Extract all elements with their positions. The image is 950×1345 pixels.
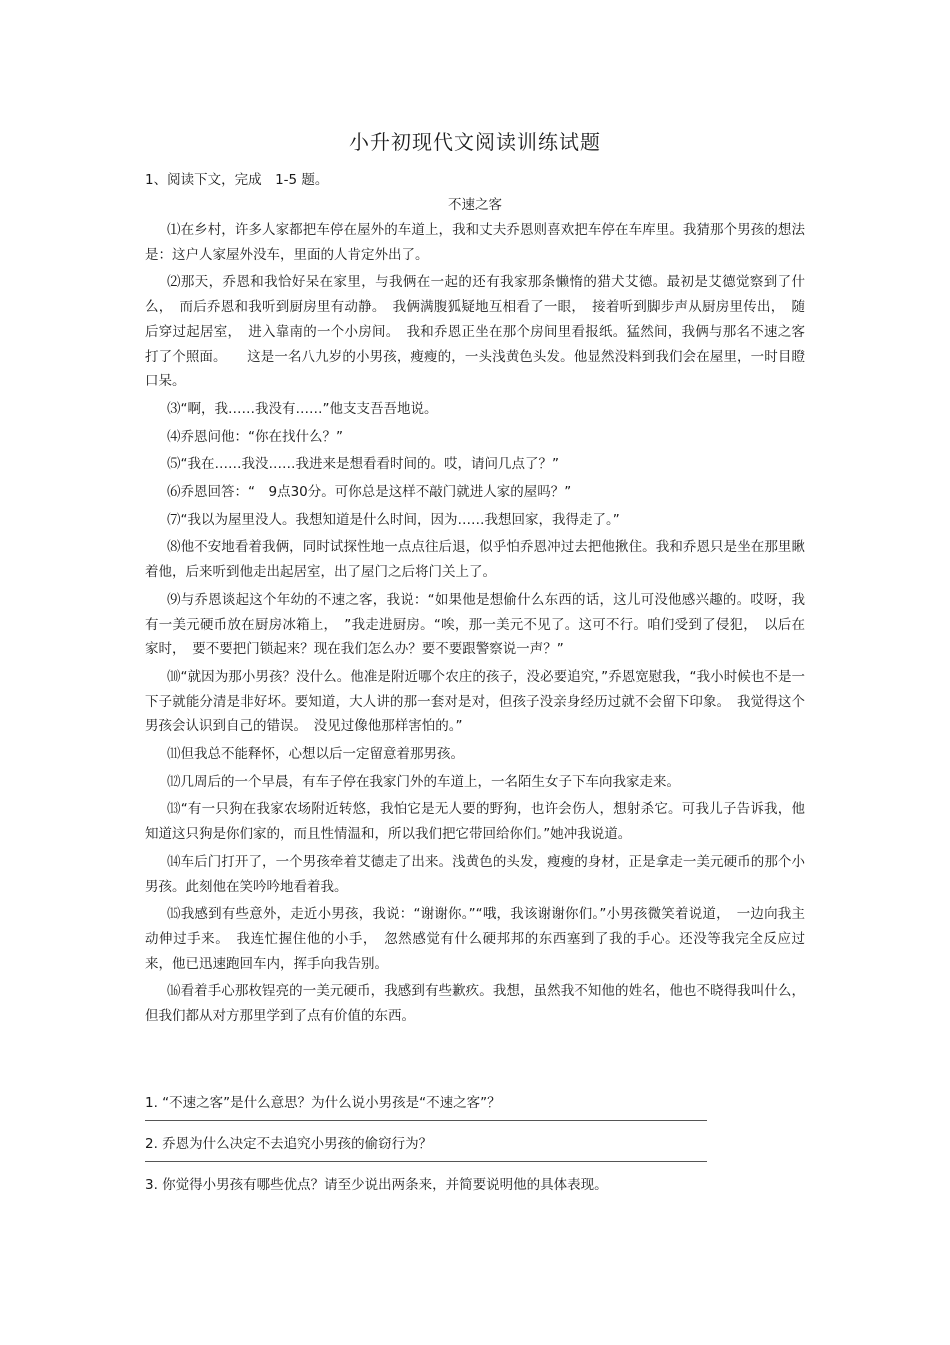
question-list: [145, 1092, 805, 1196]
question-item: 2. 乔恩为什么决定不去追究小男孩的偷窃行为？: [145, 1136, 433, 1152]
passage-paragraph: ⒂我感到有些意外，走近小男孩，我说：“谢谢你。”“哦，我该谢谢你们。”小男孩微笑着说道， 一边向我主动伸过手来。 我连忙握住他的小手， 忽然感觉有什么硬邦邦的东西塞到了我的手心。还没等我完全反应过来，他已迅速跑回车内，挥手向我告别。: [145, 906, 805, 972]
passage-paragraph: ⑷乔恩问他：“你在找什么？”: [167, 428, 343, 445]
passage-paragraph: ⑸“我在……我没……我进来是想看看时间的。哎，请问几点了？”: [167, 456, 559, 473]
passage-paragraph: ⑿几周后的一个早晨，有车子停在我家门外的车道上，一名陌生女子下车向我家走来。: [167, 773, 680, 790]
passage-paragraph: ⑵那天，乔恩和我恰好呆在家里，与我俩在一起的还有我家那条懒惰的猎犬艾德。最初是艾德觉察到了什么， 而后乔恩和我听到厨房里有动静。 我俩满腹狐疑地互相看了一眼， 接着听到脚步声从厨房里传出， 随后穿过起居室， 进入靠南的一个小房间。 我和乔恩正坐在那个房间里看报纸。猛然间，我俩与那名不速之客打了个照面。 这是一名八九岁的小男孩，瘦瘦的，一头浅黄色头发。他显然没料到我们会在屋里，一时目瞪口呆。: [145, 274, 805, 390]
passage-paragraph: ⒁车后门打开了，一个男孩牵着艾德走了出来。浅黄色的头发，瘦瘦的身材，正是拿走一美元硬币的那个小男孩。此刻他在笑吟吟地看着我。: [145, 853, 805, 895]
page-title: 小升初现代文阅读训练试题: [349, 130, 601, 154]
passage-paragraph: ⑴在乡村，许多人家都把车停在屋外的车道上，我和丈夫乔恩则喜欢把车停在车库里。我猜那个男孩的想法是：这户人家屋外没车，里面的人肯定外出了。: [145, 222, 805, 263]
passage-paragraph: ⒃看着手心那枚锃亮的一美元硬币，我感到有些歉疚。我想，虽然我不知他的姓名，他也不晓得我叫什么，但我们都从对方那里学到了点有价值的东西。: [145, 983, 805, 1025]
passage-body: [145, 218, 805, 1032]
passage-paragraph: ⑼与乔恩谈起这个年幼的不速之客，我说：“如果他是想偷什么东西的话，这儿可没他感兴趣的。哎呀，我有一美元硬币放在厨房冰箱上， ”我走进厨房。“唉，那一美元不见了。这可不行。咱们受到了侵犯， 以后在家时， 要不要把门锁起来？现在我们怎么办？要不要跟警察说一声？”: [145, 591, 805, 658]
passage-paragraph: ⒀“有一只狗在我家农场附近转悠，我怕它是无人要的野狗，也许会伤人，想射杀它。可我儿子告诉我，他知道这只狗是你们家的，而且性情温和，所以我们把它带回给你们。”她冲我说道。: [145, 801, 805, 843]
passage-paragraph: ⑹乔恩回答：“ 9点30分。可你总是这样不敲门就进人家的屋吗？”: [167, 484, 572, 501]
passage-paragraph: ⑾但我总不能释怀，心想以后一定留意着那男孩。: [167, 746, 464, 763]
passage-paragraph: ⑻他不安地看着我俩，同时试探性地一点点往后退，似乎怕乔恩冲过去把他揪住。我和乔恩只是坐在那里瞅着他，后来听到他走出起居室，出了屋门之后将门关上了。: [145, 539, 805, 581]
passage-paragraph: ⑽“就因为那小男孩？没什么。他准是附近哪个农庄的孩子，没必要追究，”乔恩宽慰我，“我小时候也不是一下子就能分清是非好坏。要知道，大人讲的那一套对是对，但孩子没亲身经历过就不会留下印象。 我觉得这个男孩会认识到自己的错误。 没见过像他那样害怕的。”: [145, 668, 805, 735]
passage-title: 不速之客: [448, 197, 502, 213]
passage-paragraph: ⑶“啊，我……我没有……”他支支吾吾地说。: [167, 400, 438, 417]
answer-line: [145, 1120, 707, 1121]
answer-line: [145, 1161, 707, 1162]
question-item: 1. “不速之客”是什么意思？为什么说小男孩是“不速之客”？: [145, 1095, 501, 1111]
question-item: 3. 你觉得小男孩有哪些优点？请至少说出两条来，并简要说明他的具体表现。: [145, 1177, 608, 1193]
exercise-instruction: 1、阅读下文，完成 1-5 题。: [145, 172, 329, 188]
passage-paragraph: ⑺“我以为屋里没人。我想知道是什么时间，因为……我想回家，我得走了。”: [167, 511, 620, 528]
